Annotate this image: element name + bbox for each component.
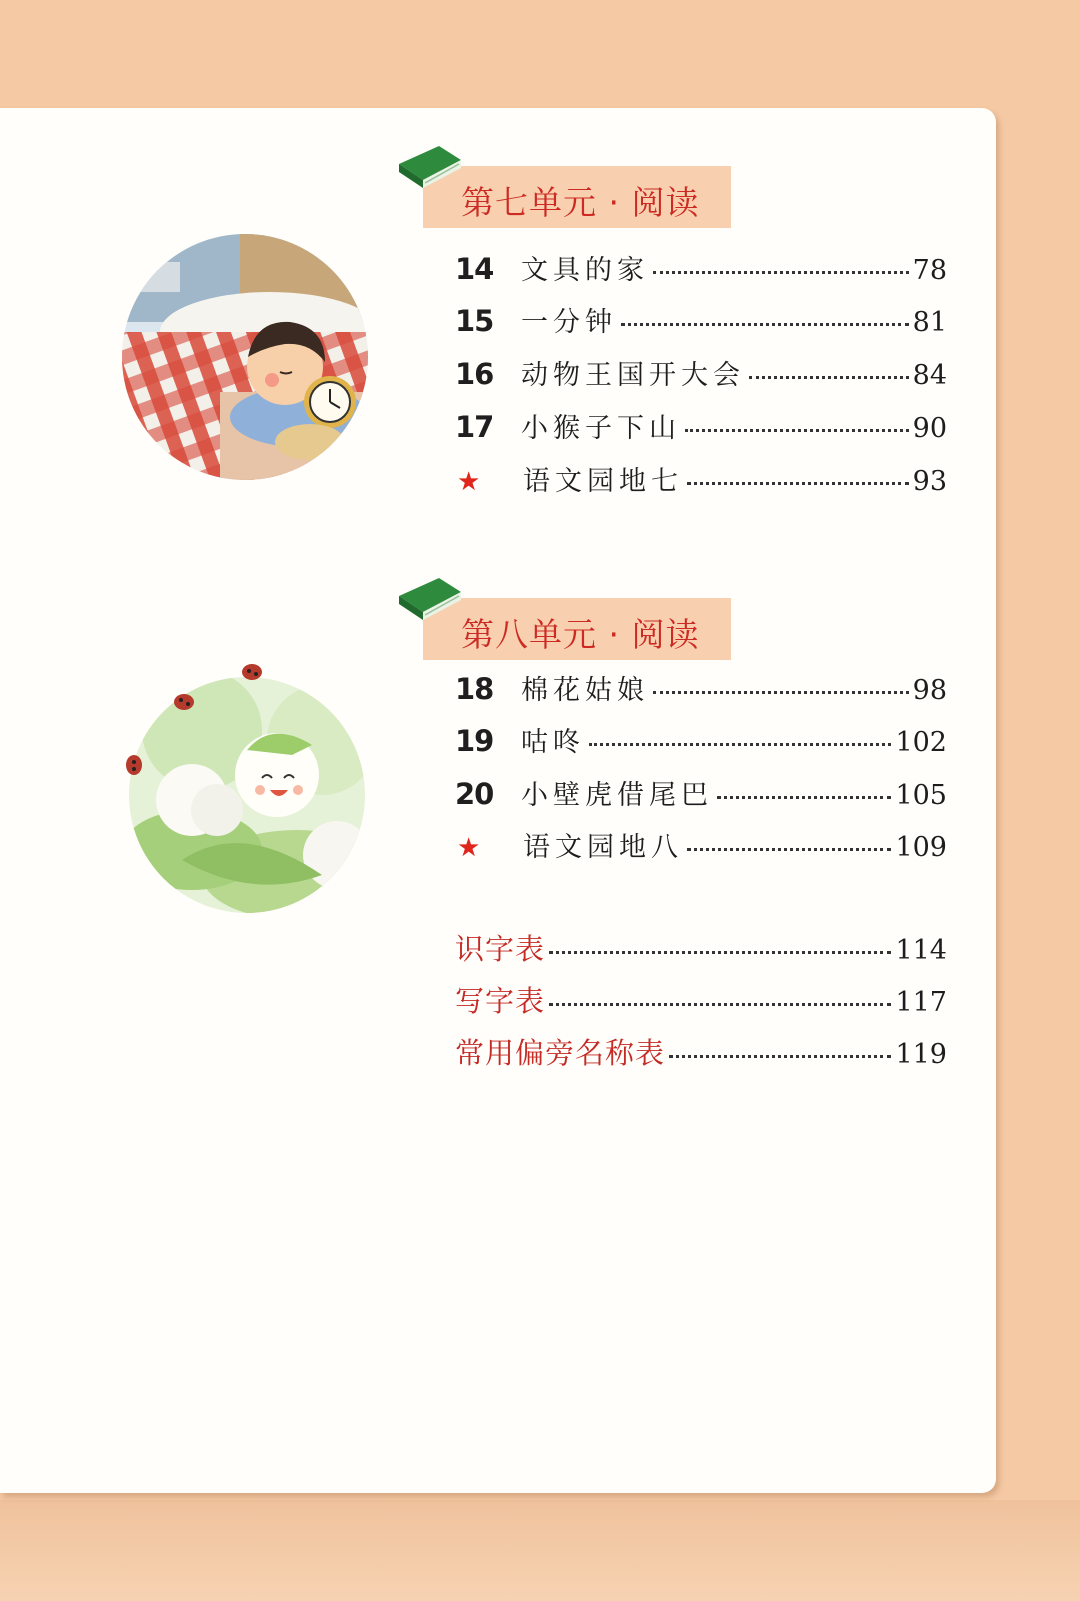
unit-7-header	[395, 142, 755, 222]
page-number: 102	[895, 727, 947, 758]
toc-row[interactable]	[455, 720, 947, 764]
lesson-title: 动物王国开大会	[521, 360, 745, 391]
book-edge-strip	[0, 1500, 1080, 1601]
unit-8-header	[395, 574, 755, 654]
lesson-number: 19	[455, 724, 494, 758]
toc-row[interactable]	[455, 353, 947, 397]
appendix-title: 常用偏旁名称表	[455, 1036, 666, 1070]
lesson-number: 14	[455, 252, 494, 286]
unit-title: 第八单元 · 阅读	[461, 615, 700, 654]
leader-dots	[653, 691, 909, 694]
page-number: 105	[895, 780, 947, 811]
appendix-row[interactable]	[455, 979, 947, 1023]
page-number: 117	[895, 987, 947, 1018]
leader-dots	[621, 323, 909, 326]
leader-dots	[685, 429, 909, 432]
leader-dots	[653, 271, 909, 274]
star-icon: ★	[457, 833, 481, 863]
lesson-number: 16	[455, 357, 494, 391]
page-number: 98	[912, 675, 947, 706]
appendix-title: 识字表	[455, 932, 546, 966]
boy-sleeping-illustration	[120, 232, 370, 482]
toc-row[interactable]	[455, 668, 947, 712]
page-number: 84	[912, 360, 947, 391]
star-icon: ★	[457, 467, 481, 497]
page-number: 90	[912, 413, 947, 444]
page-number: 114	[895, 935, 947, 966]
page-number: 93	[912, 466, 947, 497]
toc-row[interactable]	[455, 459, 947, 503]
toc-row[interactable]	[455, 248, 947, 292]
lesson-title: 棉花姑娘	[521, 675, 649, 706]
lesson-title: 语文园地七	[523, 466, 683, 497]
leader-dots	[549, 1003, 891, 1006]
lesson-title: 文具的家	[521, 255, 649, 286]
cotton-girl-illustration	[122, 660, 372, 920]
page-number: 78	[912, 255, 947, 286]
leader-dots	[549, 951, 891, 954]
lesson-number: 17	[455, 410, 494, 444]
leader-dots	[687, 848, 891, 851]
page-number: 109	[895, 832, 947, 863]
leader-dots	[669, 1055, 891, 1058]
lesson-title: 咕咚	[521, 727, 585, 758]
lesson-title: 小猴子下山	[521, 413, 681, 444]
toc-row[interactable]	[455, 300, 947, 344]
book-icon	[395, 574, 467, 624]
appendix-row[interactable]	[455, 927, 947, 971]
unit-title: 第七单元 · 阅读	[461, 183, 700, 222]
lesson-number: 15	[455, 304, 494, 338]
lesson-title: 一分钟	[521, 307, 617, 338]
toc-row[interactable]	[455, 825, 947, 869]
toc-row[interactable]	[455, 406, 947, 450]
leader-dots	[717, 796, 891, 799]
lesson-title: 小壁虎借尾巴	[521, 780, 713, 811]
leader-dots	[589, 743, 891, 746]
toc-row[interactable]	[455, 773, 947, 817]
lesson-number: 20	[455, 777, 494, 811]
lesson-number: 18	[455, 672, 494, 706]
page-number: 81	[912, 307, 947, 338]
leader-dots	[687, 482, 909, 485]
page-number: 119	[895, 1039, 947, 1070]
lesson-title: 语文园地八	[523, 832, 683, 863]
appendix-row[interactable]	[455, 1031, 947, 1075]
book-icon	[395, 142, 467, 192]
appendix-title: 写字表	[455, 984, 546, 1018]
leader-dots	[749, 376, 909, 379]
